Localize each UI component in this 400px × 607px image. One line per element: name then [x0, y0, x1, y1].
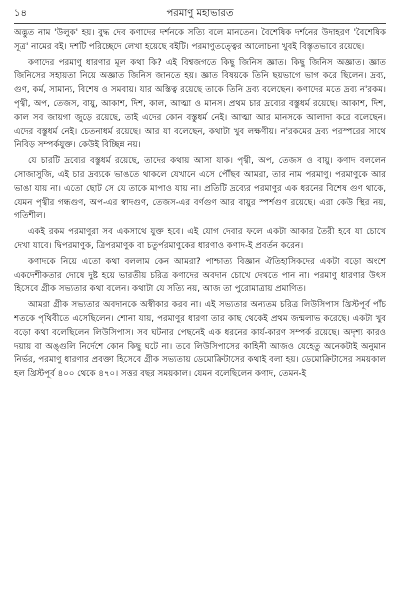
paragraph-6: আমরা গ্রীক সভ্যতার অবদানকে অস্বীকার করব না। এই সভ্যতার অন্যতম চরিত্র লিউসিপাস খ্রিস্টপূর্ব পাঁচ শতকে পৃথিবীতে এসেছিলেন। শোনা যায়, পরমাণুর ধারণা তার কাছ থেকেই প্রথম জন্মলাভ করেছে। একটা খুব বড়ো কথা বলেছিলেন লিউসিপাস। সব ঘটনার পেছনেই এক ধরনের কার্য-কারণ সম্পর্ক রয়েছে। অদৃশ্য কারও দয়ায় বা অঙ্গুলি নির্দেশে কোন কিছু ঘটে না। তবে লিউসিপাসের কাহিনী আজও যেহেতু অনেকটাই অনুমান নির্ভর, পরমাণু ধারণার প্রবক্তা হিসেবে গ্রীক সভ্যতায় ডেমোক্রিটাসের কথাই বলা হয়। ডেমোক্রিটাসের সময়কাল হল খ্রিস্টপূর্ব ৪০০ থেকে ৪৭০। সত্তর বছর সময়কাল। যেমন বলেছিলেন কণাদ, তেমন-ই [14, 300, 386, 380]
body-text [14, 27, 386, 382]
page-number: ১৪ [14, 8, 27, 19]
book-page [14, 6, 386, 602]
page-header [14, 6, 386, 22]
paragraph-1: অদ্ভুত নাম 'উলুক' হয়। বুদ্ধ দেব কণাদের দর্শনকে সত্যি বলে মানতেন। বৈশেষিক দর্শনের উদাহরণ 'বৈশেষিক সূত্র' নামের বই। দশটি পরিচ্ছেদে লেখা হয়েছে বইটি। পরমাণুতত্ত্বের আলোচনা খুবই বিস্তৃতভাবে রয়েছে। [14, 28, 386, 52]
paragraph-2: কণাদের পরমাণু ধারণার মূল কথা কি? এই বিশ্বজগতে কিছু জিনিস জ্ঞাত। কিছু জিনিস অজ্ঞাত। জ্ঞাত জিনিসের সহায়তা নিয়ে অজ্ঞাত জিনিস জানতে হয়। জ্ঞাত বিষয়কে তিনি ছয়ভাগে ভাগ করে ছিলেন। দ্রব্য, গুণ, কর্ম, সামান্য, বিশেষ ও সমবায়। যার অস্তিত্ব রয়েছে তাকে তিনি দ্রব্য বলেছেন। কণাদের মতে দ্রব্য ন'রকম। পৃথ্বী, অপ, তেজস, বায়ু, আকাশ, দিশ, কাল, আত্মা ও মানস। প্রথম চার দ্রব্যের বস্তুধর্ম রয়েছে। আকাশ, দিশ, কাল সব জায়গা জুড়ে রয়েছে, তাই এদের কোন বস্তুধর্ম নেই। আত্মা আর মানসকে আলাদা করে বলেছেন। এদের বস্তুধর্ম নেই। চেতনাধর্ম রয়েছে। আর যা বলেছেন, কথাটা খুব লক্ষণীয়। ন'রকমের দ্রব্য পরস্পরের সাথে নিবিড় সম্পর্কযুক্ত। কেউই বিচ্ছিন্ন নয়। [14, 57, 386, 151]
running-title: পরমাণু মহাভারত [166, 8, 234, 19]
header-rule [14, 23, 386, 24]
paragraph-3: যে চারটি দ্রব্যের বস্তুধর্ম রয়েছে, তাদের কথায় আসা যাক। পৃথ্বী, অপ, তেজস ও বায়ু। কণাদ বললেন সোজাসুজি, এই চার দ্রব্যকে ভাঙতে থাকলে যেখানে এসে পৌঁছব আমরা, তার নাম পরমাণু। পরমাণুকে আর ভাঙা যায় না। এতো ছোট সে যে তাকে মাপাও যায় না। প্রতিটি দ্রব্যের পরমাণুর এক ধরনের বিশেষ গুণ থাকে, যেমন পৃথ্বীর গন্ধগুণ, অপ-এর স্বাদগুণ, তেজস-এর বর্ণগুণ আর বায়ুর স্পর্শগুণ রয়েছে। এরা কেউ স্থির নয়, গতিশীল। [14, 156, 386, 222]
paragraph-4: একই রকম পরমাণুরা সব একসাথে যুক্ত হবে। এই যোগ দেবার ফলে একটা আকার তৈরী হবে যা চোখে দেখা যাবে। দ্বিপরমাণুক, ত্রিপরমাণুক বা চতুর্পরমাণুকের ধারণাও কণাদ-ই প্রবর্তন করেন। [14, 227, 386, 251]
paragraph-5: কণাদকে নিয়ে এতো কথা বললাম কেন আমরা? পাশ্চাত্য বিজ্ঞান ঐতিহাসিকদের একটা বড়ো অংশে একদেশীকতার দোষে দুষ্ট হয়ে ভারতীয় চরিত্র কণাদের অবদান চোখে দেখতে পান না। পরমাণু ধারণার উৎস হিসেবে গ্রীক সভ্যতার কথা বলেন। কথাটা যে সত্যি নয়, আজ তা পুরোমাত্রায় প্রমাণিত। [14, 256, 386, 295]
